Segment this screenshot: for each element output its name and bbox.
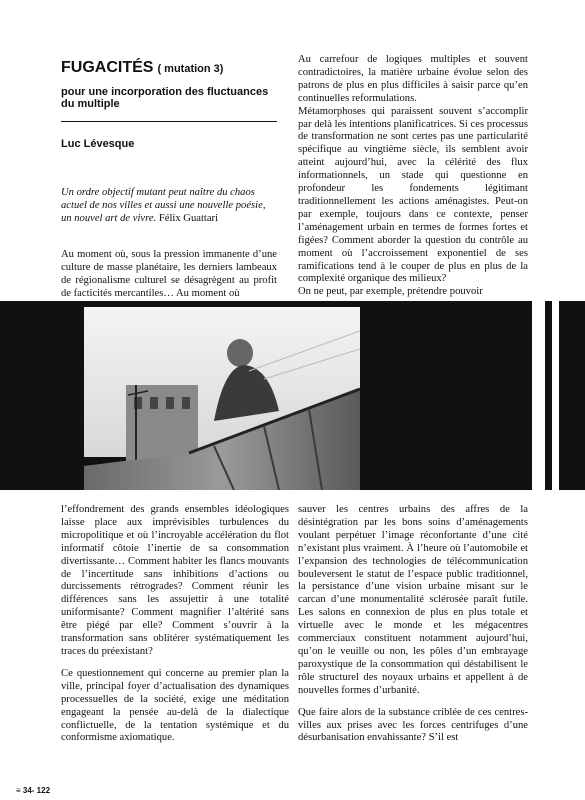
left-column-bottom (61, 504, 289, 754)
paragraph: Métamorphoses qui paraissent souvent s’accomplir par delà les intentions planificatrices. Si ces processus de transformation ne sont certes pas une particularité spécifique au vingtième siècle, ils semblent avoir atteint aujourd’hui, avec la célérité des flux informationnels, un stade qui questionne en profondeur les fondements légitimant traditionnellement les actions aménagistes. Peut-on par exemple, toujours dans ce contexte, penser l’aménagement urbain en termes de formes fortes et figées? Comment aborder la question du contrôle au moment où l’accroissement exponentiel de ses ramifications tend à le couper de plus en plus de la complexité organique des milieux? (298, 105, 528, 285)
paragraph: On ne peut, par exemple, prétendre pouvoir (298, 286, 483, 298)
page-folio: ≡ 34- 122 (16, 786, 51, 795)
epigraph (61, 186, 277, 225)
paragraph: Ce questionnement qui concerne au premier plan la ville, principal foyer d’actualisation des dynamiques processuelles de la société, exige une méditation engageant la pensée au-delà de la dialectique conflictuelle, de la tentation systémique et du conformisme axiomatique. (61, 667, 289, 744)
title-mutation: ( mutation 3) (157, 63, 224, 75)
epigraph-quote: Un ordre objectif mutant peut naître du chaos actuel de nos villes et aussi une nouvelle poésie, un nouvel art de vivre. (61, 187, 266, 224)
title-rule (61, 121, 277, 122)
paragraph: Au carrefour de logiques multiples et souvent contradictoires, la matière urbaine évolue selon des patrons de plus en plus difficiles à saisir parce qu’en continuelles reformulations. (298, 54, 528, 104)
band-stripe (532, 301, 545, 490)
paragraph: sauver les centres urbains des affres de la désintégration par les bons soins d’aménagements voulant perpétuer l’image réconfortante d’une cité n’existant plus vraiment. À l’heure où l’automobile et l’expansion des technologies de télécommunication bouleversent le statut de l’espace public traditionnel, la persistance d’une vision urbaine misant sur le carcan d’une monumentalité sclérosée paraît futile. Les salons en connexion de plus en plus totale et virtuelle avec le monde et les mégacentres commerciaux constituent notamment aujourd’hui, qu’on le veuille ou non, les pôles d’un embrayage paroxystique de la consommation qui déstabilisent le rôle structurel des noyaux urbains et appellent à de nouvelles formes d’urbanité. (298, 504, 528, 696)
paragraph: l’effondrement des grands ensembles idéologiques laisse place aux imprévisibles turbulences du micropolitique et où l’incroyable accélération du flot informatif côtoie l’inertie de sa consommation divertissante… Comment habiter les flancs mouvants de l’incertitude sans inhibitions d’actions ou durcissements rétrogrades? Comment réunir les différences sans les assujettir à une totalité uniformisante? Comment magnifier l’altérité sans être piégé par elle? Comment s’ouvrir à la transformation sans oblitérer systématiquement les traces du préexistant? (61, 504, 289, 657)
epigraph-attribution: Félix Guattari (158, 213, 219, 224)
paragraph: Que faire alors de la substance criblée de ces centres-villes aux prises avec les forces centrifuges d’une désurbanisation envahissante? S’il est (298, 706, 528, 744)
left-column-top (61, 249, 277, 301)
right-column-top (298, 54, 528, 299)
title-main: FUGACITÉS (61, 59, 154, 76)
band-stripe (552, 301, 559, 490)
right-column-bottom (298, 504, 528, 754)
article-subtitle: pour une incorporation des fluctuances du multiple (61, 86, 269, 110)
author-name: Luc Lévesque (61, 138, 135, 150)
article-title (61, 59, 223, 77)
photograph (64, 301, 360, 490)
paragraph: Au moment où, sous la pression immanente d’une culture de masse planétaire, les derniers lambeaux de régionalisme culturel se désagrègent au profit de facticités mercantiles… Au moment où (61, 249, 277, 299)
